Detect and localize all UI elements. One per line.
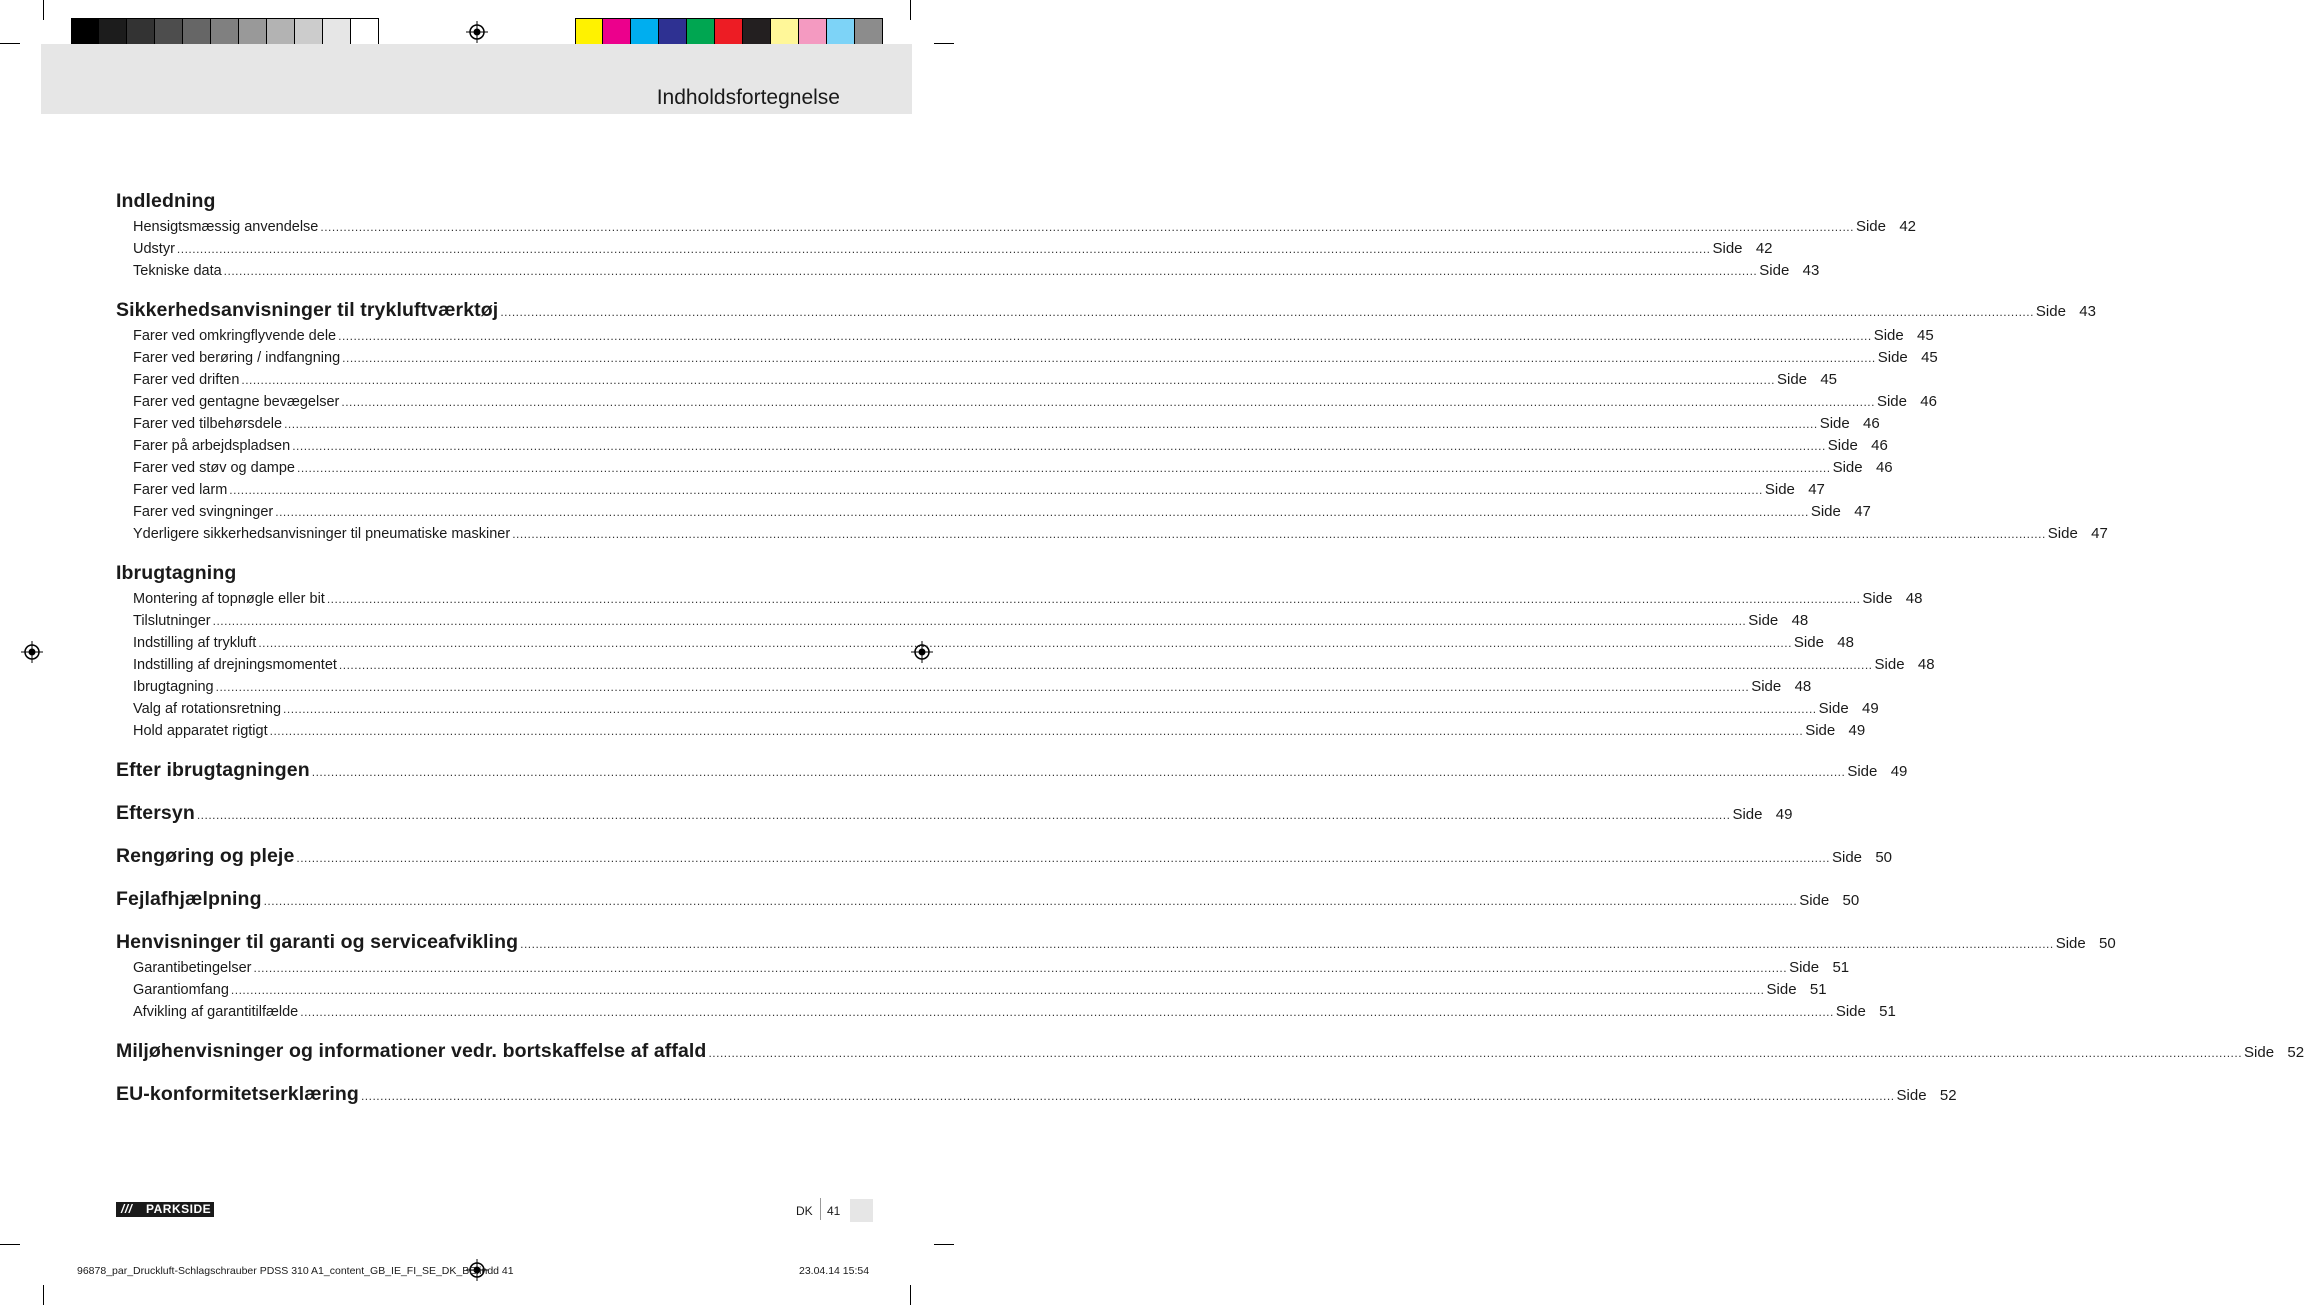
crop-mark (43, 1285, 44, 1305)
section-gap (116, 547, 838, 562)
color-swatch (127, 18, 155, 46)
toc-section-heading (116, 888, 1860, 916)
color-swatch (267, 18, 295, 46)
color-swatch (211, 18, 239, 46)
color-swatch (631, 18, 659, 46)
color-swatch (351, 18, 379, 46)
side-label: Side (1877, 349, 1908, 366)
crop-mark (0, 1244, 20, 1245)
toc-section-heading-label: Indledning (116, 190, 216, 212)
leader-dots: ................................................................................................................................................................................................................................................................................................................................................................................................................ (341, 395, 1875, 409)
side-label: Side (1862, 590, 1893, 607)
toc-entry (116, 459, 1893, 481)
toc-section-heading (116, 759, 1908, 787)
footer-tab (850, 1199, 873, 1222)
side-label: Side (1732, 806, 1763, 823)
toc-entry (116, 371, 1838, 393)
toc-entry-label: Farer på arbejdspladsen (133, 438, 291, 454)
print-slug-filename: 96878_par_Druckluft-Schlagschrauber PDSS 310 A1_content_GB_IE_FI_SE_DK_BE.indd 41 (77, 1265, 514, 1277)
toc-entry (116, 678, 1812, 700)
footer-language: DK (796, 1204, 813, 1218)
page-number: 51 (1809, 981, 1827, 998)
side-label: Side (1712, 240, 1743, 257)
side-label: Side (1874, 656, 1905, 673)
page-number: 42 (1899, 218, 1916, 235)
color-swatch (603, 18, 631, 46)
color-swatch (239, 18, 267, 46)
leader-dots: ................................................................................................................................................................................................................................................................................................................................................................................................................ (300, 1005, 1834, 1019)
leader-dots: ................................................................................................................................................................................................................................................................................................................................................................................................................ (196, 808, 1731, 822)
leader-dots: ................................................................................................................................................................................................................................................................................................................................................................................................................ (229, 483, 1763, 497)
page-number: 46 (1920, 393, 1937, 410)
table-of-contents (116, 190, 2304, 1111)
toc-section-heading (116, 1083, 1957, 1111)
toc-entry-label: Hensigtsmæssig anvendelse (133, 219, 319, 235)
side-label: Side (1896, 1087, 1927, 1104)
toc-section-heading (116, 1040, 2304, 1068)
color-swatch (771, 18, 799, 46)
side-label: Side (1819, 415, 1850, 432)
toc-entry (116, 634, 1854, 656)
leader-dots: ................................................................................................................................................................................................................................................................................................................................................................................................................ (326, 592, 1861, 606)
toc-section-heading-label: Eftersyn (116, 802, 195, 824)
page-number: 48 (1791, 612, 1809, 629)
section-gap (116, 916, 838, 931)
toc-section-heading (116, 931, 2116, 959)
leader-dots: ................................................................................................................................................................................................................................................................................................................................................................................................................ (284, 417, 1818, 431)
toc-entry (116, 349, 1938, 371)
toc-entry-label: Farer ved omkringflyvende dele (133, 328, 337, 344)
toc-entry-label: Ibrugtagning (133, 679, 214, 695)
page-number: 49 (1848, 722, 1866, 739)
toc-entry (116, 959, 1850, 981)
toc-entry-label: Tilslutninger (133, 613, 211, 629)
toc-entry-label: Farer ved gentagne bevægelser (133, 394, 340, 410)
leader-dots: ................................................................................................................................................................................................................................................................................................................................................................................................................ (708, 1046, 2243, 1060)
side-label: Side (1847, 763, 1878, 780)
grayscale-color-bar (71, 18, 379, 46)
leader-dots: ................................................................................................................................................................................................................................................................................................................................................................................................................ (296, 851, 1830, 865)
toc-entry-label: Hold apparatet rigtigt (133, 723, 268, 739)
page-number: 48 (1917, 656, 1935, 673)
toc-entry-label: Indstilling af drejningsmomentet (133, 657, 337, 673)
section-gap (116, 284, 838, 299)
side-label: Side (1855, 218, 1886, 235)
page-number: 50 (2099, 935, 2116, 952)
toc-entry (116, 1003, 1896, 1025)
color-swatch (575, 18, 603, 46)
toc-entry-label: Garantibetingelser (133, 960, 252, 976)
toc-section-heading-label: Rengøring og pleje (116, 845, 295, 867)
toc-section-heading-label: Ibrugtagning (116, 562, 237, 584)
page-number: 52 (2287, 1044, 2304, 1061)
section-gap (116, 1068, 838, 1083)
side-label: Side (1764, 481, 1795, 498)
page-number: 45 (1917, 327, 1934, 344)
color-swatch (715, 18, 743, 46)
leader-dots: ................................................................................................................................................................................................................................................................................................................................................................................................................ (263, 894, 1798, 908)
brand-logo-text: PARKSIDE (146, 1202, 212, 1216)
toc-entry-label: Farer ved støv og dampe (133, 460, 295, 476)
crop-mark (934, 1244, 954, 1245)
toc-section-heading-label: Sikkerhedsanvisninger til trykluftværktøj (116, 299, 499, 321)
print-slug-date: 23.04.14 15:54 (799, 1265, 870, 1277)
side-label: Side (1748, 612, 1779, 629)
side-label: Side (1832, 459, 1863, 476)
toc-entry-label: Farer ved larm (133, 482, 228, 498)
side-label: Side (1831, 849, 1863, 866)
page-number: 49 (1861, 700, 1879, 717)
color-swatch (659, 18, 687, 46)
toc-entry-label: Valg af rotationsretning (133, 701, 282, 717)
toc-section-heading-label: Henvisninger til garanti og serviceafvikling (116, 931, 519, 953)
crop-mark (0, 43, 20, 44)
color-swatch (799, 18, 827, 46)
leader-dots: ................................................................................................................................................................................................................................................................................................................................................................................................................ (269, 724, 1804, 738)
brand-logo-slashes: /// (121, 1202, 133, 1216)
side-label: Side (1818, 700, 1849, 717)
toc-entry-label: Afvikling af garantitilfælde (133, 1004, 299, 1020)
leader-dots: ................................................................................................................................................................................................................................................................................................................................................................................................................ (283, 702, 1817, 716)
leader-dots: ................................................................................................................................................................................................................................................................................................................................................................................................................ (342, 351, 1876, 365)
page-number: 46 (1871, 437, 1888, 454)
side-label: Side (2244, 1044, 2275, 1061)
toc-entry (116, 590, 1923, 612)
page-number: 43 (1802, 262, 1820, 279)
toc-entry-label: Udstyr (133, 241, 175, 257)
leader-dots: ................................................................................................................................................................................................................................................................................................................................................................................................................ (297, 461, 1831, 475)
toc-entry (116, 481, 1825, 503)
leader-dots: ................................................................................................................................................................................................................................................................................................................................................................................................................ (241, 373, 1775, 387)
leader-dots: ................................................................................................................................................................................................................................................................................................................................................................................................................ (512, 527, 2046, 541)
page-number: 49 (1775, 806, 1793, 823)
toc-section-heading-label: Efter ibrugtagningen (116, 759, 310, 781)
leader-dots: ................................................................................................................................................................................................................................................................................................................................................................................................................ (253, 961, 1788, 975)
page-number: 45 (1921, 349, 1938, 366)
leader-dots: ................................................................................................................................................................................................................................................................................................................................................................................................................ (212, 614, 1747, 628)
leader-dots: ................................................................................................................................................................................................................................................................................................................................................................................................................ (320, 220, 1854, 234)
toc-entry-label: Tekniske data (133, 263, 222, 279)
toc-entry (116, 240, 1773, 262)
toc-entry-label: Farer ved svingninger (133, 504, 274, 520)
section-gap (116, 1025, 838, 1040)
side-label: Side (1805, 722, 1836, 739)
side-label: Side (1766, 981, 1797, 998)
leader-dots: ................................................................................................................................................................................................................................................................................................................................................................................................................ (215, 680, 1750, 694)
page-number: 51 (1832, 959, 1850, 976)
page-number: 48 (1837, 634, 1854, 651)
page-number: 51 (1879, 1003, 1896, 1020)
side-label: Side (2055, 935, 2086, 952)
page-number: 43 (2079, 303, 2096, 320)
toc-entry (116, 218, 1916, 240)
side-label: Side (1873, 327, 1904, 344)
page-number: 46 (1875, 459, 1893, 476)
page-number: 49 (1890, 763, 1908, 780)
side-label: Side (1810, 503, 1841, 520)
color-swatch (827, 18, 855, 46)
side-label: Side (1799, 892, 1830, 909)
color-swatch (295, 18, 323, 46)
process-color-bar (575, 18, 883, 46)
crop-mark (910, 1285, 911, 1305)
side-label: Side (1776, 371, 1808, 388)
crop-mark (910, 0, 911, 20)
toc-section-heading (116, 190, 838, 218)
section-gap (116, 787, 838, 802)
leader-dots: ................................................................................................................................................................................................................................................................................................................................................................................................................ (311, 765, 1846, 779)
toc-entry (116, 656, 1935, 678)
side-label: Side (1751, 678, 1782, 695)
leader-dots: ................................................................................................................................................................................................................................................................................................................................................................................................................ (223, 264, 1758, 278)
toc-entry (116, 722, 1866, 744)
toc-entry-label: Indstilling af trykluft (133, 635, 257, 651)
toc-entry (116, 327, 1934, 349)
toc-entry-label: Garantiomfang (133, 982, 229, 998)
page-number: 47 (1808, 481, 1825, 498)
leader-dots: ................................................................................................................................................................................................................................................................................................................................................................................................................ (292, 439, 1826, 453)
side-label: Side (2047, 525, 2078, 542)
brand-logo (116, 1202, 214, 1217)
toc-entry (116, 393, 1937, 415)
side-label: Side (1789, 959, 1820, 976)
toc-entry-label: Yderligere sikkerhedsanvisninger til pneumatiske maskiner (133, 526, 511, 542)
footer-page-number: 41 (827, 1204, 841, 1218)
color-swatch (99, 18, 127, 46)
leader-dots: ................................................................................................................................................................................................................................................................................................................................................................................................................ (338, 329, 1872, 343)
color-swatch (155, 18, 183, 46)
page-number: 42 (1755, 240, 1773, 257)
leader-dots: ................................................................................................................................................................................................................................................................................................................................................................................................................ (338, 658, 1873, 672)
registration-mark-icon (466, 21, 488, 43)
side-label: Side (2035, 303, 2066, 320)
section-gap (116, 744, 838, 759)
section-gap (116, 830, 838, 845)
leader-dots: ................................................................................................................................................................................................................................................................................................................................................................................................................ (230, 983, 1765, 997)
toc-section-heading (116, 299, 2096, 327)
toc-entry (116, 700, 1879, 722)
page-number: 50 (1842, 892, 1860, 909)
leader-dots: ................................................................................................................................................................................................................................................................................................................................................................................................................ (520, 937, 2054, 951)
leader-dots: ................................................................................................................................................................................................................................................................................................................................................................................................................ (258, 636, 1792, 650)
toc-entry-label: Farer ved tilbehørsdele (133, 416, 283, 432)
leader-dots: ................................................................................................................................................................................................................................................................................................................................................................................................................ (500, 305, 2034, 319)
toc-entry-label: Montering af topnøgle eller bit (133, 591, 325, 607)
leader-dots: ................................................................................................................................................................................................................................................................................................................................................................................................................ (360, 1089, 1895, 1103)
page-number: 47 (1854, 503, 1871, 520)
color-swatch (183, 18, 211, 46)
side-label: Side (1793, 634, 1824, 651)
toc-section-heading-label: Fejlafhjælpning (116, 888, 262, 910)
toc-section-heading-label: Miljøhenvisninger og informationer vedr. bortskaffelse af affald (116, 1040, 707, 1062)
side-label: Side (1827, 437, 1858, 454)
toc-entry (116, 612, 1809, 634)
page-number: 48 (1905, 590, 1923, 607)
toc-section-heading (116, 562, 838, 590)
color-swatch (855, 18, 883, 46)
leader-dots: ................................................................................................................................................................................................................................................................................................................................................................................................................ (275, 505, 1809, 519)
toc-entry (116, 525, 2108, 547)
side-label: Side (1876, 393, 1907, 410)
page-number: 48 (1794, 678, 1812, 695)
section-gap (116, 873, 838, 888)
toc-entry (116, 437, 1888, 459)
page-number: 45 (1820, 371, 1838, 388)
toc-entry (116, 503, 1871, 525)
footer-divider (820, 1198, 821, 1220)
leader-dots: ................................................................................................................................................................................................................................................................................................................................................................................................................ (176, 242, 1711, 256)
color-swatch (71, 18, 99, 46)
toc-section-heading (116, 845, 1893, 873)
page-number: 50 (1875, 849, 1893, 866)
toc-entry (116, 262, 1820, 284)
side-label: Side (1835, 1003, 1866, 1020)
crop-mark (43, 0, 44, 20)
page-title: Indholdsfortegnelse (656, 86, 840, 109)
crop-mark (934, 43, 954, 44)
color-swatch (323, 18, 351, 46)
toc-section-heading-label: EU-konformitetserklæring (116, 1083, 359, 1105)
toc-section-heading (116, 802, 1793, 830)
color-swatch (687, 18, 715, 46)
toc-entry-label: Farer ved driften (133, 372, 240, 388)
page-number: 52 (1939, 1087, 1957, 1104)
toc-entry-label: Farer ved berøring / indfangning (133, 350, 341, 366)
page-number: 46 (1863, 415, 1880, 432)
toc-entry (116, 415, 1880, 437)
page-number: 47 (2091, 525, 2108, 542)
color-swatch (743, 18, 771, 46)
registration-mark-icon (21, 641, 43, 663)
toc-entry (116, 981, 1827, 1003)
side-label: Side (1759, 262, 1790, 279)
